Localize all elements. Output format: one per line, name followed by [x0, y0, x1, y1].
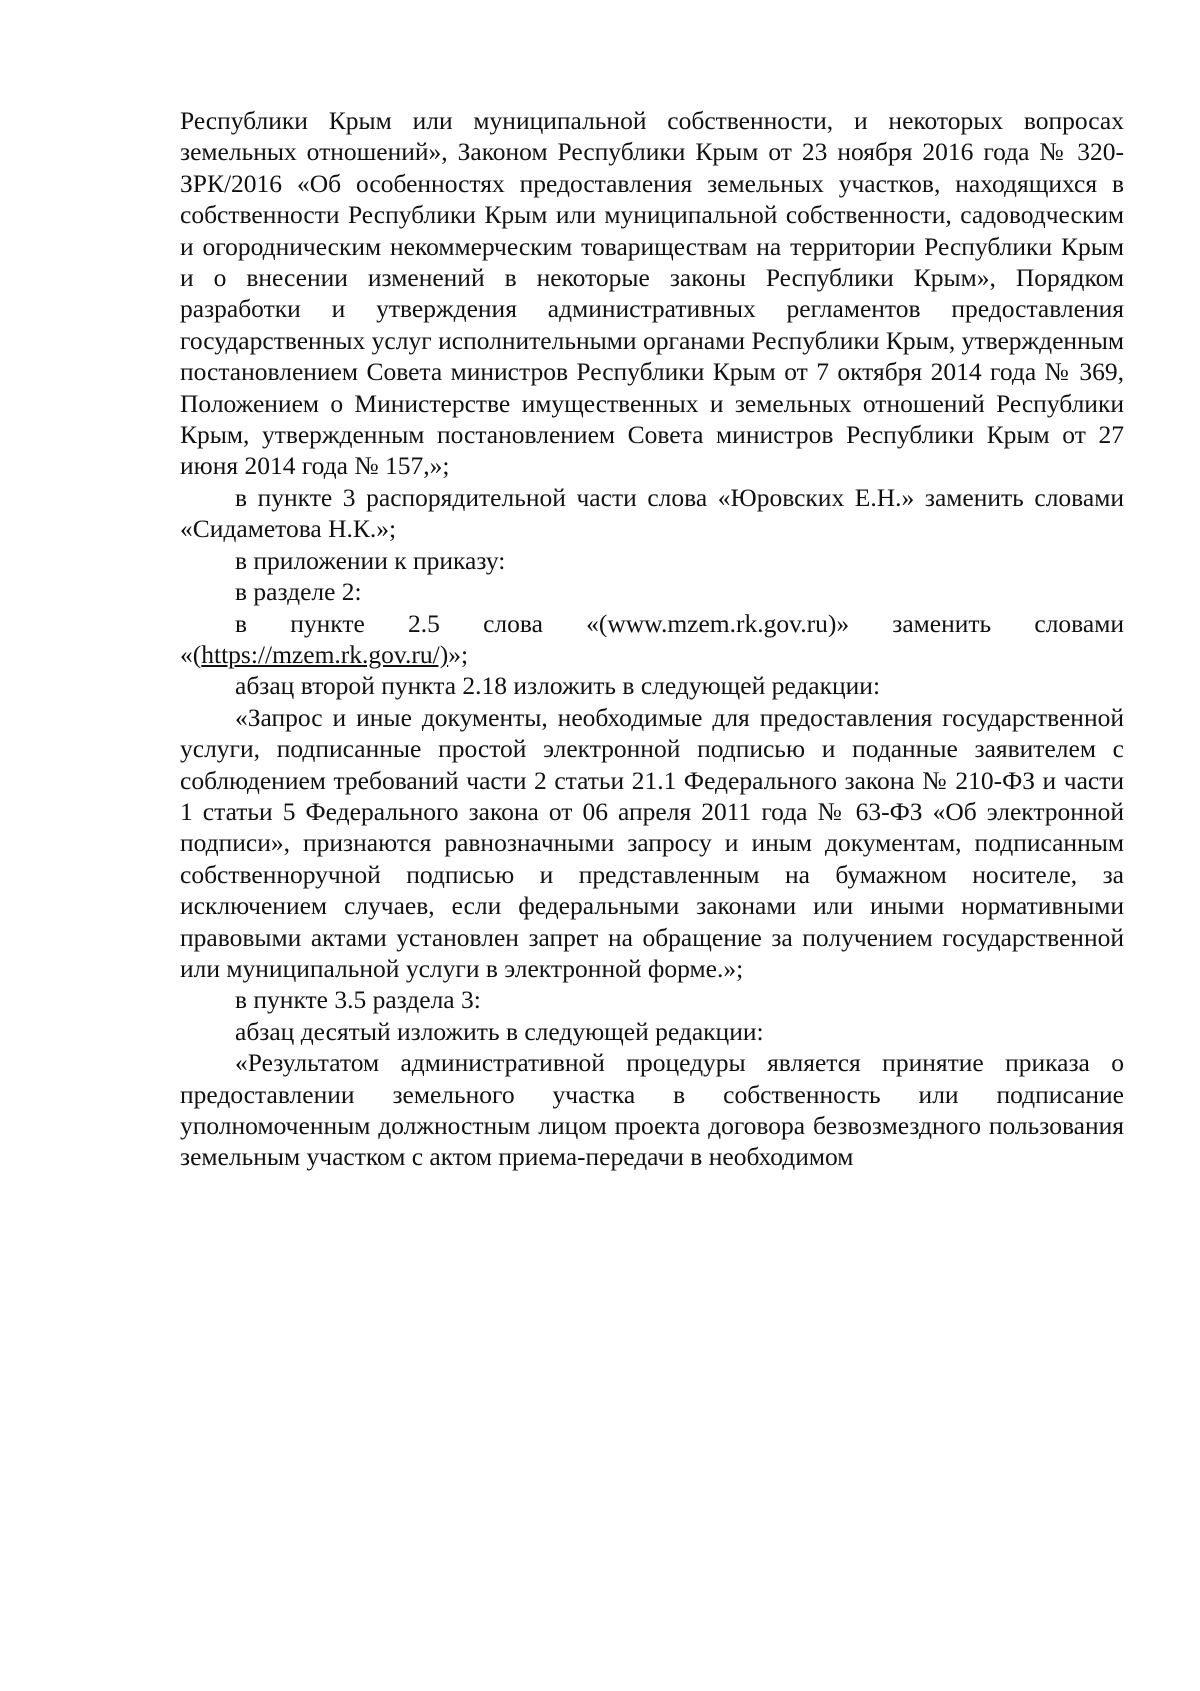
paragraph-electronic-signature-quote: «Запрос и иные документы, необходимые для предоставления государственной услуги, подписанные простой электронной подписью и поданные заявителем с соблюдением требований части 2 статьи 21.1 Федерального закона № 210-ФЗ и части 1 статьи 5 Федерального закона от 06 апреля 2011 года № 63-ФЗ «Об электронной подписи», признаются равнозначными запросу и иным документам, подписанным собственноручной подписью и представленным на бумажном носителе, за исключением случаев, если федеральными законами или иными нормативными правовыми актами установлен запрет на обращение за получением государственной или муниципальной услуги в электронной форме.»; [180, 702, 1124, 983]
paragraph-item-2-5 [180, 608, 1124, 671]
paragraph-section-2-heading: в разделе 2: [235, 577, 362, 607]
paragraph-legal-basis: Республики Крым или муниципальной собственности, и некоторых вопросах земельных отношений», Законом Республики Крым от 23 ноября 2016 года № 320-ЗРК/2016 «Об особенностях предоставления земельных участков, находящихся в собственности Республики Крым или муниципальной собственности, садоводческим и огородническим некоммерческим товариществам на территории Республики Крым и о внесении изменений в некоторые законы Республики Крым», Порядком разработки и утверждения административных регламентов предоставления государственных услуг исполнительными органами Республики Крым, утвержденным постановлением Совета министров Республики Крым от 7 октября 2014 года № 369, Положением о Министерстве имущественных и земельных отношений Республики Крым, утвержденным постановлением Совета министров Республики Крым от 27 июня 2014 года № 157,»; [180, 106, 1124, 481]
paragraph-item-3-replacement: в пункте 3 распорядительной части слова «Юровских Е.Н.» заменить словами «Сидаметова Н.К.»; [180, 482, 1124, 544]
paragraph-tenth-abzac-heading: абзац десятый изложить в следующей редакции: [235, 1016, 764, 1046]
mzem-website-link[interactable]: https://mzem.rk.gov.ru/) [201, 639, 449, 669]
paragraph-item-2-18-heading: абзац второй пункта 2.18 изложить в следующей редакции: [235, 671, 881, 701]
paragraph-item-3-5-heading: в пункте 3.5 раздела 3: [235, 985, 481, 1015]
document-page [180, 105, 1124, 1173]
paragraph-appendix-heading: в приложении к приказу: [235, 545, 506, 575]
paragraph-item-2-5-ending: »; [448, 639, 469, 669]
paragraph-procedure-result-quote: «Результатом административной процедуры является принятие приказа о предоставлении земельного участка в собственность или подписание уполномоченным должностным лицом проекта договора безвозмездного пользования земельным участком с актом приема-передачи в необходимом [180, 1048, 1124, 1172]
paragraph-item-2-5-text: в пункте 2.5 слова «(www.mzem.rk.gov.ru)» заменить словами «( [180, 608, 1124, 669]
